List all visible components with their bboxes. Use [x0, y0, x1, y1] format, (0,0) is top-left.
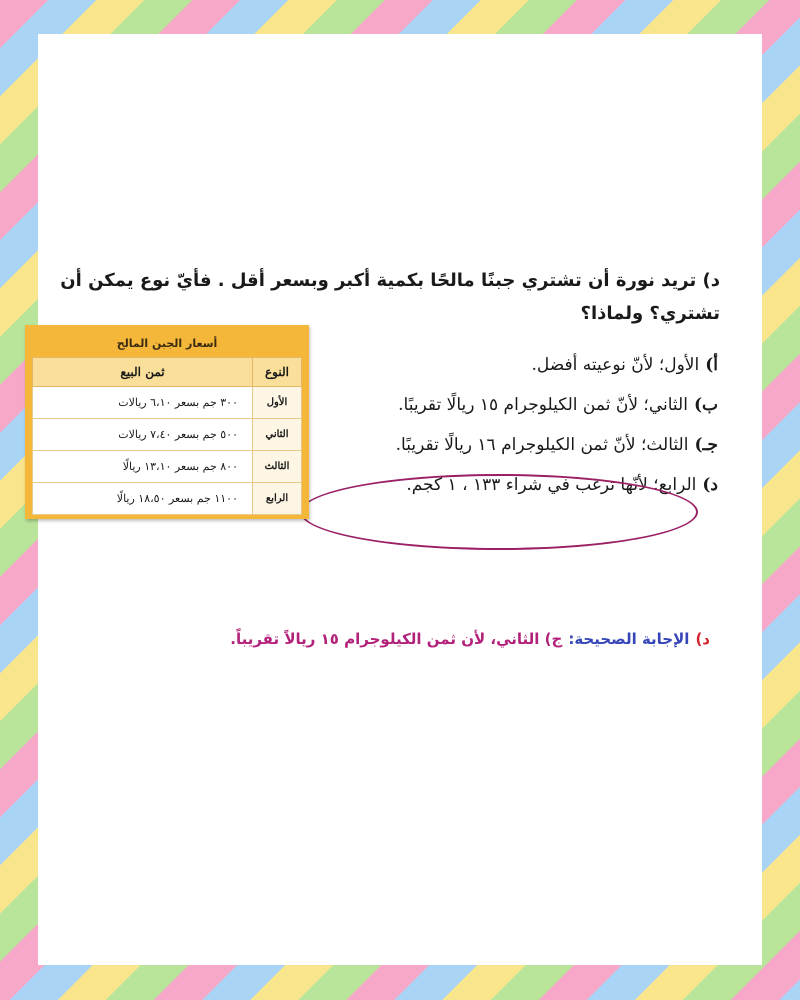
table-row — [33, 483, 302, 515]
table-row — [33, 387, 302, 419]
price-table-title: أسعار الجبن المالح — [116, 337, 218, 350]
row-price: ٨٠٠ جم بسعر ١٣،١٠ ريالًا — [33, 451, 253, 483]
option-a-letter: أ) — [705, 355, 718, 375]
table-row — [33, 451, 302, 483]
row-price: ٥٠٠ جم بسعر ٧،٤٠ ريالات — [33, 419, 253, 451]
option-c-letter: جـ) — [694, 435, 718, 455]
row-type: الأول — [253, 387, 302, 419]
option-a — [300, 345, 718, 385]
header-price: ثمن البيع — [33, 358, 253, 387]
row-price: ١١٠٠ جم بسعر ١٨،٥٠ ريالًا — [33, 483, 253, 515]
header-type: النوع — [253, 358, 302, 387]
option-a-text: الأول؛ لأنّ نوعيته أفضل. — [531, 355, 700, 375]
option-d-letter: د) — [702, 475, 718, 495]
answer-label: الإجابة الصحيحة: — [568, 630, 690, 648]
row-type: الرابع — [253, 483, 302, 515]
option-c — [300, 425, 718, 465]
row-type: الثالث — [253, 451, 302, 483]
price-table-header-row — [33, 358, 302, 387]
price-table-card — [25, 325, 309, 519]
correct-answer-line — [60, 630, 710, 648]
option-d-text: الرابع؛ لأنّها ترغب في شراء ١٣٣ ، ١ كجم. — [406, 475, 697, 495]
price-table — [32, 357, 302, 515]
answer-text: ج) الثاني، لأن ثمن الكيلوجرام ١٥ ريالاً تقريباً. — [230, 630, 563, 648]
option-c-text: الثالث؛ لأنّ ثمن الكيلوجرام ١٦ ريالًا تقريبًا. — [395, 435, 689, 455]
answer-letter: د) — [695, 630, 710, 648]
table-row — [33, 419, 302, 451]
option-b-text: الثاني؛ لأنّ ثمن الكيلوجرام ١٥ ريالًا تقريبًا. — [398, 395, 688, 415]
row-price: ٣٠٠ جم بسعر ٦،١٠ ريالات — [33, 387, 253, 419]
option-b-letter: ب) — [693, 395, 718, 415]
row-type: الثاني — [253, 419, 302, 451]
option-d-highlight-circle — [300, 474, 698, 550]
option-b — [300, 385, 718, 425]
question-text: د) تريد نورة أن تشتري جبنًا مالحًا بكمية أكبر وبسعر أقل . فأيّ نوع يمكن أن تشتري؟ ولماذا؟ — [60, 270, 720, 324]
